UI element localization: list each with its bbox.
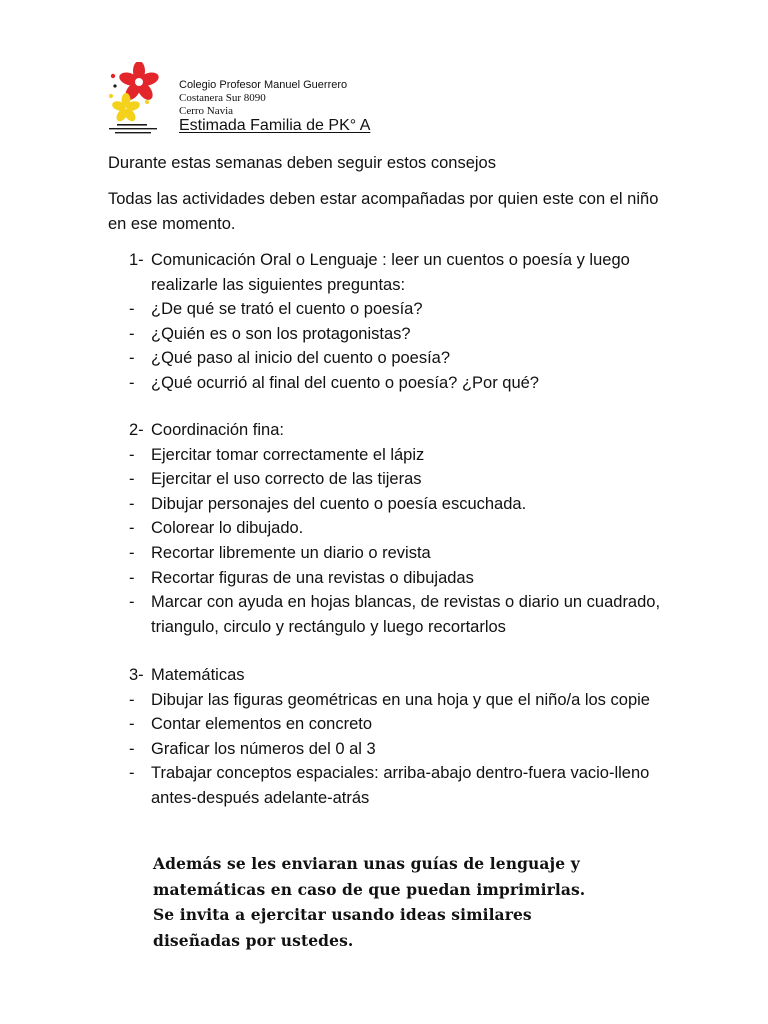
school-flower-logo-icon xyxy=(103,62,165,140)
list-item-text: Dibujar personajes del cuento o poesía escuchada. xyxy=(151,494,527,513)
section-title: Matemáticas xyxy=(151,666,245,684)
intro-paragraph-1: Durante estas semanas deben seguir estos consejos xyxy=(108,154,496,172)
bullet-dash: - xyxy=(129,519,135,538)
list-item xyxy=(129,467,669,492)
section-lenguaje xyxy=(129,248,669,396)
school-header xyxy=(179,79,347,118)
list-item xyxy=(129,371,669,396)
section-title: Comunicación Oral o Lenguaje : leer un cuentos o poesía y luego realizarle las siguientes preguntas: xyxy=(151,251,630,294)
list-item xyxy=(129,688,669,713)
section-heading xyxy=(129,663,669,688)
list-item xyxy=(129,566,669,591)
section-matematicas xyxy=(129,663,669,811)
bullet-dash: - xyxy=(129,715,135,734)
section-number: 2- xyxy=(129,421,144,439)
intro-paragraph-2: Todas las actividades deben estar acompañadas por quien este con el niño en ese momento. xyxy=(108,190,659,233)
list-item xyxy=(129,346,669,371)
list-item-text: Recortar libremente un diario o revista xyxy=(151,543,431,562)
closing-note xyxy=(153,851,673,953)
bullet-dash: - xyxy=(129,445,135,464)
bullet-dash: - xyxy=(129,739,135,758)
list-item-text: Ejercitar tomar correctamente el lápiz xyxy=(151,445,425,464)
bullet-dash: - xyxy=(129,300,135,319)
bullet-dash: - xyxy=(129,494,135,513)
bullet-dash: - xyxy=(129,324,135,343)
school-address: Costanera Sur 8090 xyxy=(179,92,266,104)
list-item xyxy=(129,761,669,810)
section-title: Coordinación fina: xyxy=(151,421,284,439)
list-item-text: Marcar con ayuda en hojas blancas, de revistas o diario un cuadrado, triangulo, circulo y rectángulo y luego recortarlos xyxy=(151,593,661,636)
list-item-text: Ejercitar el uso correcto de las tijeras xyxy=(151,470,422,489)
list-item-text: Trabajar conceptos espaciales: arriba-abajo dentro-fuera vacio-lleno antes-después adelante-atrás xyxy=(151,764,650,807)
list-item xyxy=(129,590,669,639)
section-number: 3- xyxy=(129,666,144,684)
bullet-dash: - xyxy=(129,568,135,587)
list-item xyxy=(129,443,669,468)
bullet-dash: - xyxy=(129,470,135,489)
bullet-dash: - xyxy=(129,373,135,392)
list-item-text: Graficar los números del 0 al 3 xyxy=(151,739,376,758)
school-name: Colegio Profesor Manuel Guerrero xyxy=(179,79,348,91)
list-item-text: ¿Qué ocurrió al final del cuento o poesía? ¿Por qué? xyxy=(151,373,539,392)
list-item xyxy=(129,712,669,737)
closing-note-line: Se invita a ejercitar usando ideas similares xyxy=(153,905,532,924)
list-item xyxy=(129,516,669,541)
school-city: Cerro Navia xyxy=(179,105,234,117)
bullet-dash: - xyxy=(129,690,135,709)
list-item-text: Recortar figuras de una revistas o dibujadas xyxy=(151,568,474,587)
list-item xyxy=(129,737,669,762)
bullet-dash: - xyxy=(129,593,135,612)
letter-title: Estimada Familia de PK° A xyxy=(179,117,371,134)
bullet-dash: - xyxy=(129,543,135,562)
list-item-text: ¿Qué paso al inicio del cuento o poesía? xyxy=(151,349,451,368)
bullet-dash: - xyxy=(129,764,135,783)
closing-note-line: diseñadas por ustedes. xyxy=(153,930,354,950)
list-item xyxy=(129,541,669,566)
list-item-text: Colorear lo dibujado. xyxy=(151,519,304,538)
list-item xyxy=(129,492,669,517)
section-coordinacion-fina xyxy=(129,418,669,639)
closing-note-line: Además se les enviaran unas guías de lenguaje y xyxy=(153,854,580,873)
list-item-text: ¿Quién es o son los protagonistas? xyxy=(151,324,411,343)
section-heading xyxy=(129,248,669,297)
bullet-dash: - xyxy=(129,349,135,368)
closing-note-line: matemáticas en caso de que puedan imprimirlas. xyxy=(153,879,586,899)
list-item xyxy=(129,322,669,347)
section-number: 1- xyxy=(129,251,144,269)
list-item-text: Dibujar las figuras geométricas en una hoja y que el niño/a los copie xyxy=(151,690,650,709)
list-item-text: Contar elementos en concreto xyxy=(151,715,373,734)
list-item xyxy=(129,297,669,322)
list-item-text: ¿De qué se trató el cuento o poesía? xyxy=(151,300,423,319)
section-heading xyxy=(129,418,669,443)
